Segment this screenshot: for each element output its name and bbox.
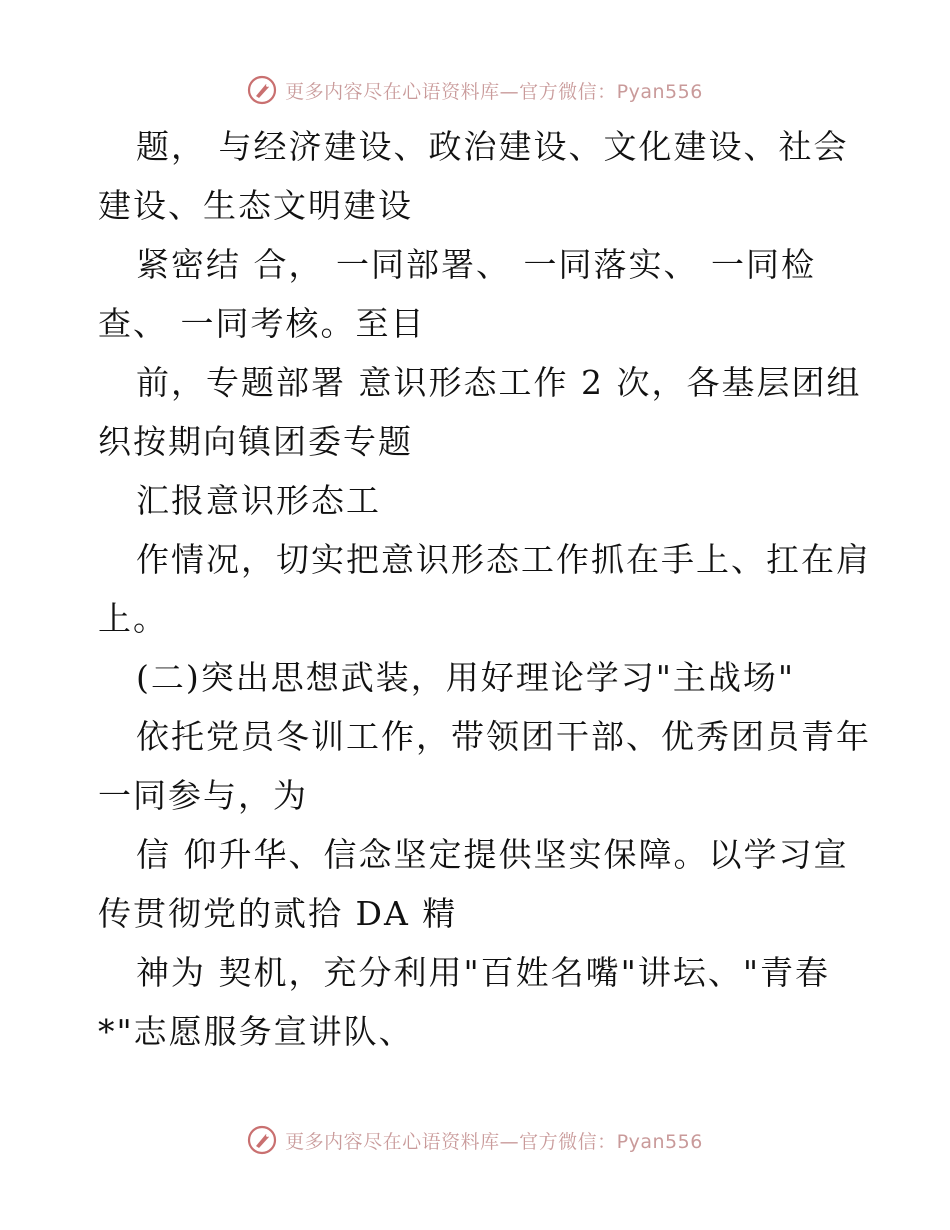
text-line: 神为 契机，充分利用"百姓名嘴"讲坛、"青春	[136, 953, 831, 992]
text-line: 织按期向镇团委专题	[98, 422, 413, 461]
watermark-text: 更多内容尽在心语资料库—官方微信：	[285, 1130, 617, 1153]
text-line: 信 仰升华、信念坚定提供坚实保障。以学习宣	[136, 835, 849, 874]
text-line: 紧密结 合， 一同部署、 一同落实、 一同检	[136, 245, 816, 284]
watermark-id: Pyan556	[616, 1130, 703, 1153]
text-line: 依托党员冬训工作，带领团干部、优秀团员青年	[136, 717, 871, 756]
text-line: 作情况，切实把意识形态工作抓在手上、扛在肩	[136, 540, 871, 579]
watermark-text: 更多内容尽在心语资料库—官方微信：	[285, 80, 617, 103]
text-line: 传贯彻党的贰拾 DA 精	[98, 894, 458, 933]
text-line: 一同参与，为	[98, 776, 308, 815]
pen-nib-logo-icon	[247, 75, 277, 105]
footer-watermark	[0, 1120, 950, 1160]
text-line: 题， 与经济建设、政治建设、文化建设、社会	[136, 127, 849, 166]
text-line: 查、 一同考核。至目	[98, 304, 426, 343]
watermark-id: Pyan556	[616, 80, 703, 103]
text-line: 前，专题部署 意识形态工作 2 次，各基层团组	[136, 363, 862, 402]
text-line: 建设、生态文明建设	[98, 186, 413, 225]
text-line: 汇报意识形态工	[136, 481, 381, 520]
text-line: *"志愿服务宣讲队、	[98, 1012, 414, 1051]
section-heading: (二)突出思想武装，用好理论学习"主战场"	[136, 658, 796, 697]
pen-nib-logo-icon	[247, 1125, 277, 1155]
header-watermark	[0, 70, 950, 110]
text-line: 上。	[98, 599, 168, 638]
